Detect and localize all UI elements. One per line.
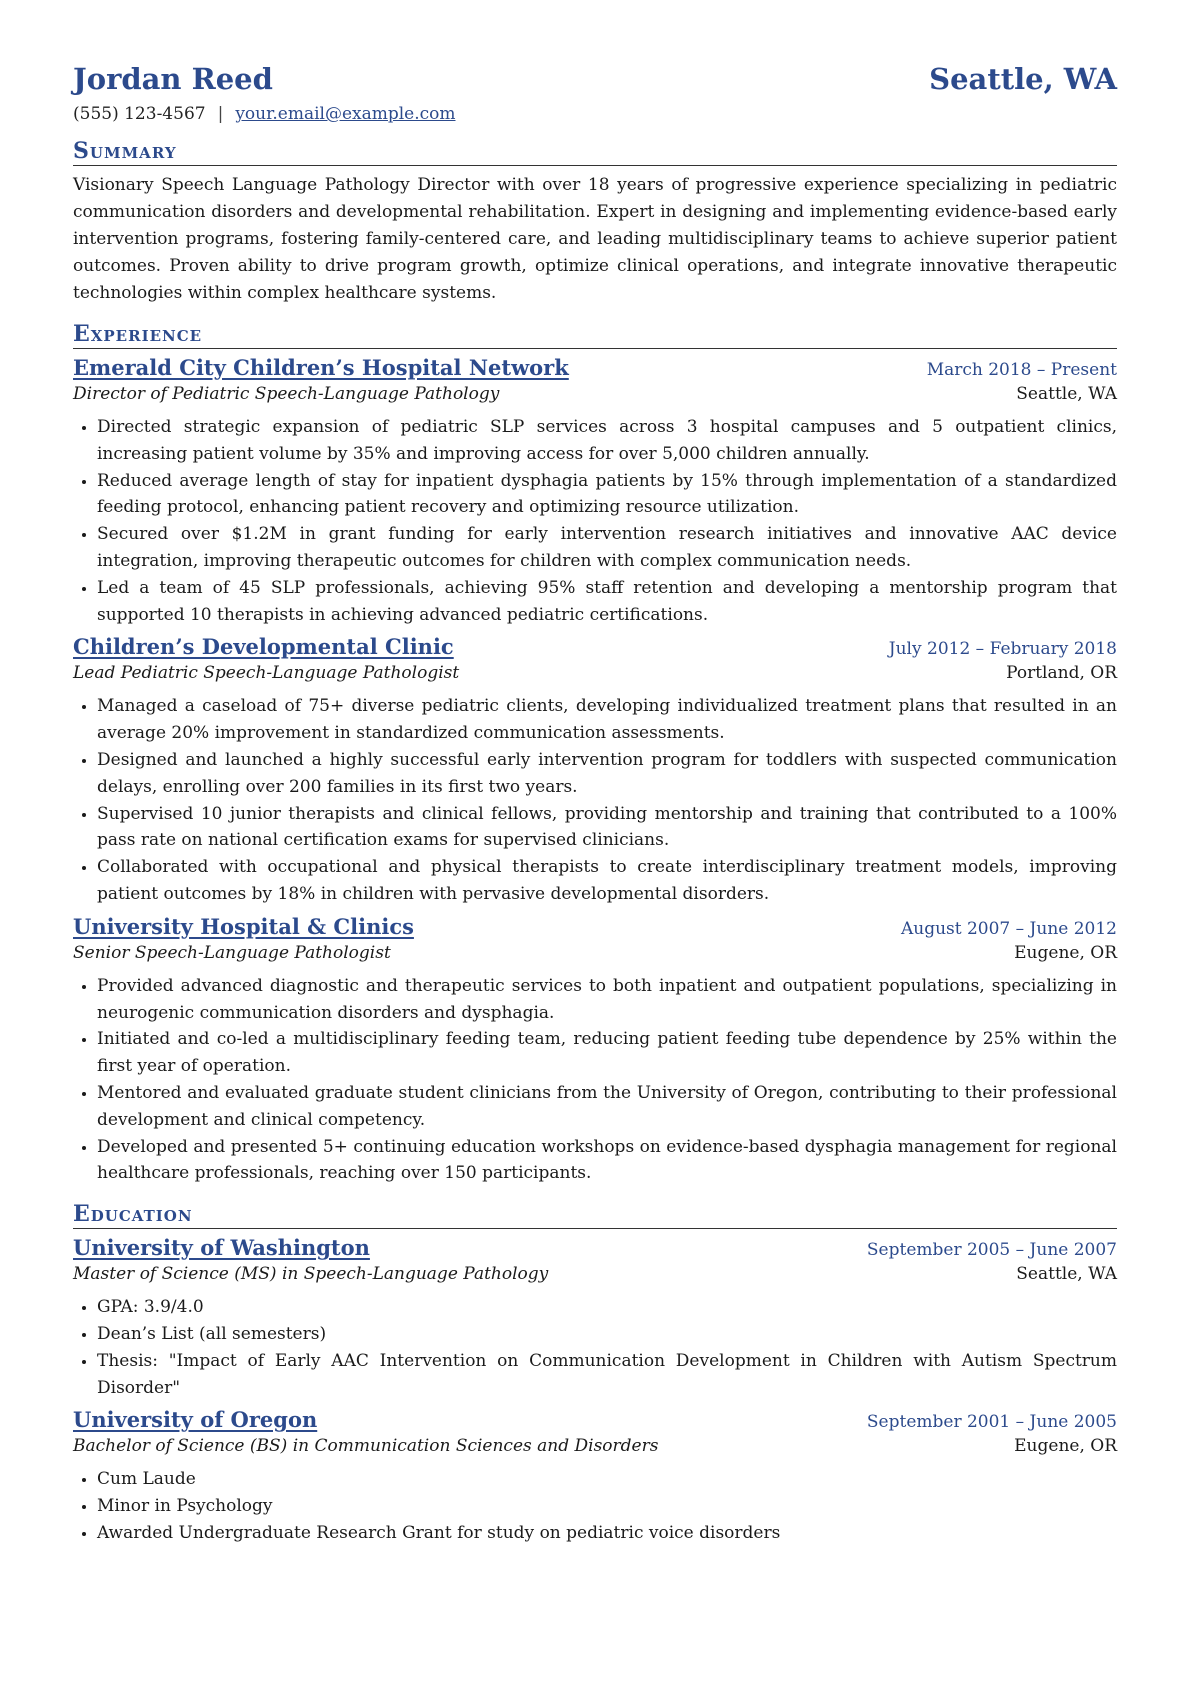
job-title: Lead Pediatric Speech-Language Pathologist [73,663,460,684]
experience-section-title: Experience [73,321,1117,349]
degree-title: Bachelor of Science (BS) in Communication Sciences and Disorders [73,1436,659,1457]
resume-header [73,62,1117,96]
achievement-list [73,973,1117,1187]
candidate-name: Jordan Reed [73,62,273,96]
achievement-list [73,414,1117,628]
phone-number: (555) 123-4567 [73,104,206,124]
education-detail-item: • Cum Laude [97,1466,1117,1493]
job-title: Director of Pediatric Speech-Language Pathology [73,384,500,404]
achievement-item: • Reduced average length of stay for inpatient dysphagia patients by 15% through implementation of a standardized feeding protocol, enhancing patient recovery and optimizing resource utilization. [97,468,1117,522]
achievement-item: • Collaborated with occupational and physical therapists to create interdisciplinary treatment models, improving patient outcomes by 18% in children with pervasive developmental disorders. [97,854,1117,908]
degree-title: Master of Science (MS) in Speech-Language Pathology [73,1264,549,1285]
education-dates: September 2005 – June 2007 [866,1240,1117,1261]
achievement-item: • Led a team of 45 SLP professionals, achieving 95% staff retention and developing a mentorship program that supported 10 therapists in achieving advanced pediatric certifications. [97,575,1117,629]
achievement-item: • Directed strategic expansion of pediatric SLP services across 3 hospital campuses and 5 outpatient clinics, increasing patient volume by 35% and improving access for over 5,000 children annually. [97,414,1117,468]
achievement-item: • Initiated and co-led a multidisciplinary feeding team, reducing patient feeding tube dependence by 25% within the first year of operation. [97,1026,1117,1080]
school-location: Eugene, OR [1014,1436,1117,1457]
achievement-item: • Designed and launched a highly successful early intervention program for toddlers with suspected communication delays, enrolling over 200 families in its first two years. [97,747,1117,801]
summary-section-title: Summary [73,138,1117,166]
achievement-item: • Developed and presented 5+ continuing education workshops on evidence-based dysphagia management for regional healthcare professionals, reaching over 150 participants. [97,1134,1117,1188]
education-detail-item: • Awarded Undergraduate Research Grant for study on pediatric voice disorders [97,1520,1117,1547]
employment-dates: August 2007 – June 2012 [900,918,1117,939]
education-detail-item: • Thesis: "Impact of Early AAC Intervention on Communication Development in Children with Autism Spectrum Disorder" [97,1348,1117,1402]
education-details-list [73,1466,1117,1546]
education-detail-item: • GPA: 3.9/4.0 [97,1294,1117,1321]
employer-link[interactable]: Emerald City Children’s Hospital Network [73,355,569,380]
contact-line [73,104,1117,124]
achievement-list [73,693,1117,907]
achievement-item: • Supervised 10 junior therapists and clinical fellows, providing mentorship and training that contributed to a 100% pass rate on national certification exams for supervised clinicians. [97,801,1117,855]
achievement-item: • Managed a caseload of 75+ diverse pediatric clients, developing individualized treatment plans that resulted in an average 20% improvement in standardized communication assessments. [97,693,1117,747]
experience-entry [73,355,1117,628]
school-location: Seattle, WA [1016,1264,1117,1285]
education-entry [73,1407,1117,1546]
job-location: Portland, OR [1006,663,1117,684]
employer-link[interactable]: University Hospital & Clinics [73,913,414,939]
experience-entry [73,914,1117,1187]
education-section-title: Education [73,1201,1117,1229]
education-details-list [73,1294,1117,1401]
job-location: Eugene, OR [1014,942,1117,963]
email-link[interactable]: your.email@example.com [235,104,456,124]
summary-text: Visionary Speech Language Pathology Director with over 18 years of progressive experience specializing in pediatric communication disorders and developmental rehabilitation. Expert in designing and implementing evidence-based early intervention programs, fostering family-centered care, and leading multidisciplinary teams to achieve superior patient outcomes. Proven ability to drive program growth, optimize clinical operations, and integrate innovative therapeutic technologies within complex healthcare systems. [73,175,1117,303]
experience-entry [73,634,1117,907]
candidate-location: Seattle, WA [929,62,1117,96]
school-link[interactable]: University of Washington [73,1235,370,1261]
education-dates: September 2001 – June 2005 [866,1412,1117,1433]
contact-separator: | [217,104,224,124]
achievement-item: • Provided advanced diagnostic and therapeutic services to both inpatient and outpatient populations, specializing in neurogenic communication disorders and dysphagia. [97,973,1117,1027]
employment-dates: July 2012 – February 2018 [888,639,1117,660]
employer-link[interactable]: Children’s Developmental Clinic [73,634,454,660]
achievement-item: • Mentored and evaluated graduate student clinicians from the University of Oregon, contributing to their professional development and clinical competency. [97,1080,1117,1134]
education-detail-item: • Dean’s List (all semesters) [97,1321,1117,1348]
job-location: Seattle, WA [1016,384,1117,404]
school-link[interactable]: University of Oregon [73,1407,318,1433]
education-entry [73,1235,1117,1401]
achievement-item: • Secured over $1.2M in grant funding for early intervention research initiatives and innovative AAC device integration, improving therapeutic outcomes for children with complex communication needs. [97,521,1117,575]
education-detail-item: • Minor in Psychology [97,1493,1117,1520]
employment-dates: March 2018 – Present [926,360,1117,380]
job-title: Senior Speech-Language Pathologist [73,942,391,963]
